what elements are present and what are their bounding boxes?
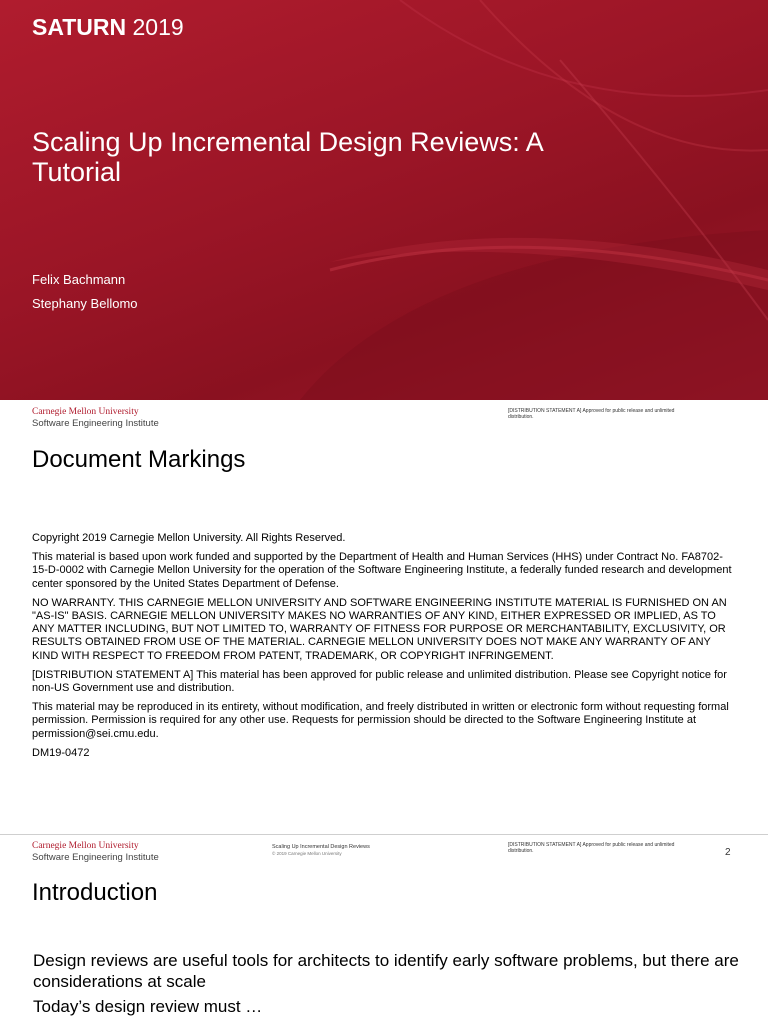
slide-heading: Document Markings xyxy=(32,446,246,473)
cmu-sei-logo xyxy=(32,841,159,864)
org-name: Carnegie Mellon University xyxy=(32,407,139,417)
copyright-paragraph: Copyright 2019 Carnegie Mellon University. All Rights Reserved. xyxy=(32,532,346,544)
decorative-swoosh-graphic xyxy=(0,0,768,400)
presentation-title: Scaling Up Incremental Design Reviews: A Tutorial xyxy=(32,127,543,187)
document-markings-body xyxy=(32,532,737,766)
slide-footer xyxy=(0,401,768,437)
dept-name: Software Engineering Institute xyxy=(32,852,159,863)
dept-name: Software Engineering Institute xyxy=(32,418,159,429)
intro-paragraph: Design reviews are useful tools for architects to identify early software problems, but there are considerations at scale xyxy=(33,951,739,991)
page-number: 2 xyxy=(725,847,731,858)
warranty-paragraph: NO WARRANTY. THIS CARNEGIE MELLON UNIVERSITY AND SOFTWARE ENGINEERING INSTITUTE MATERIAL IS FURNISHED ON AN "AS-IS" BASIS. CARNEGIE MELLON UNIVERSITY MAKES NO WARRANTIES OF ANY KIND, EITHER EXPRESSED OR IMPLIED, AS TO ANY MATTER INCLUDING, BUT NOT LIMITED TO, WARRANTY OF FITNESS FOR PURPOSE OR MERCHANTABILITY, EXCLUSIVITY, OR RESULTS OBTAINED FROM USE OF THE MATERIAL. CARNEGIE MELLON UNIVERSITY DOES NOT MAKE ANY WARRANTY OF ANY KIND WITH RESPECT TO FREEDOM FROM PATENT, TRADEMARK, OR COPYRIGHT INFRINGEMENT. xyxy=(32,596,727,662)
distribution-statement: [DISTRIBUTION STATEMENT A] Approved for public release and unlimited distribution. xyxy=(508,842,675,854)
distribution-paragraph: [DISTRIBUTION STATEMENT A] This material has been approved for public release and unlimited distribution. Please see Copyright notice for non-US Government use and distribution. xyxy=(32,668,727,695)
conference-brand xyxy=(32,13,184,41)
deck-title: Scaling Up Incremental Design Reviews xyxy=(272,844,370,850)
permission-paragraph: This material may be reproduced in its entirety, without modification, and freely distributed in written or electronic form without requesting formal permission. Permission is required for any other use. Requests for permission should be directed to the Software Engineering Institute at permission@sei.cmu.edu. xyxy=(32,701,729,740)
deck-info xyxy=(272,844,472,857)
introduction-body xyxy=(33,951,743,1023)
brand-year: 2019 xyxy=(132,14,184,40)
org-name: Carnegie Mellon University xyxy=(32,841,139,851)
author-name: Felix Bachmann xyxy=(32,272,126,287)
cmu-sei-logo xyxy=(32,407,159,430)
distribution-statement: [DISTRIBUTION STATEMENT A] Approved for public release and unlimited distribution. xyxy=(508,408,675,420)
deck-copyright: © 2019 Carnegie Mellon University xyxy=(272,851,342,856)
brand-name: SATURN xyxy=(32,14,127,40)
funding-paragraph: This material is based upon work funded and supported by the Department of Health and Human Services (HHS) under Contract No. FA8702-15-D-0002 with Carnegie Mellon University for the operation of the Software Engineering Institute, a federally funded research and development center sponsored by the United States Department of Defense. xyxy=(32,551,732,590)
author-name: Stephany Bellomo xyxy=(32,296,138,311)
document-id: DM19-0472 xyxy=(32,746,90,759)
slide-footer xyxy=(0,834,768,871)
slide-heading: Introduction xyxy=(32,879,158,906)
intro-paragraph: Today’s design review must … xyxy=(33,997,263,1016)
title-slide xyxy=(0,0,768,400)
